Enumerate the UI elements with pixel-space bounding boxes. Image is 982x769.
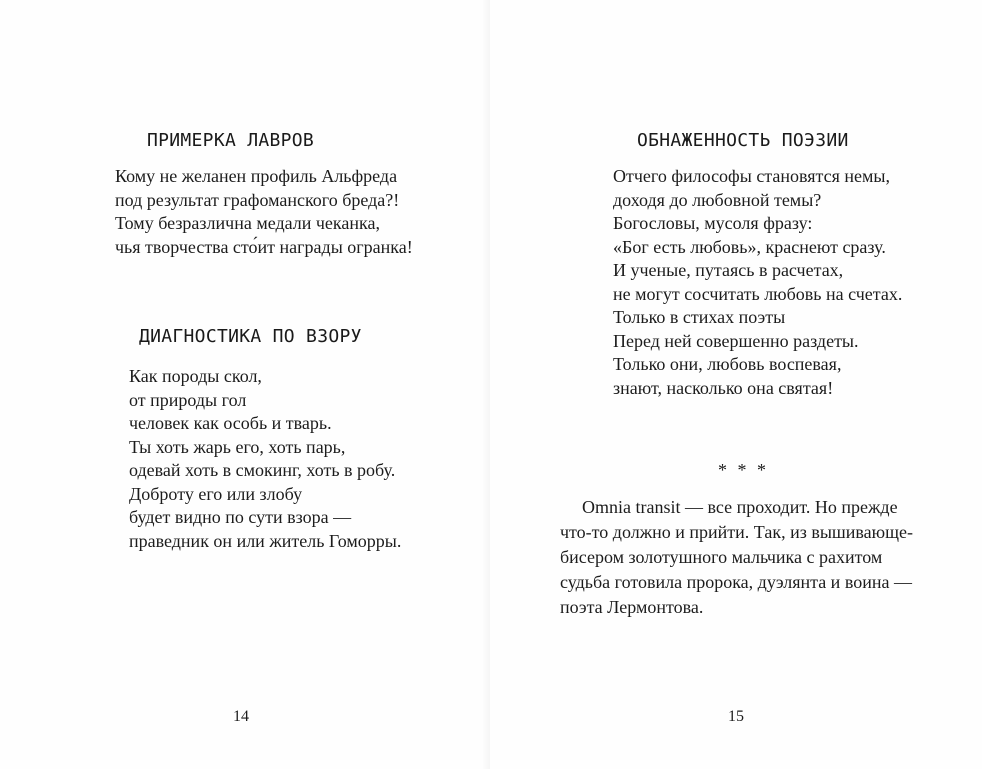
- prose-paragraph: [560, 495, 932, 620]
- poem-line: Как породы скол,: [129, 366, 262, 386]
- poem-line: одевай хоть в смокинг, хоть в робу.: [129, 460, 396, 480]
- poem-line: Отчего философы становятся немы,: [613, 166, 891, 186]
- poem-line: будет видно по сути взора —: [129, 507, 352, 527]
- poem-line: Ты хоть жарь его, хоть парь,: [129, 436, 346, 457]
- prose-line: что-то должно и прийти. Так, из вышивающе-: [560, 522, 913, 542]
- poem-line: Только они, любовь воспевая,: [613, 354, 842, 374]
- poem-line: Доброту его или злобу: [129, 483, 303, 504]
- poem-title-diagnostika-po-vzoru: ДИАГНОСТИКА ПО ВЗОРУ: [139, 326, 362, 347]
- poem-line: от природы гол: [129, 389, 247, 410]
- poem-line: Перед ней совершенно раздеты.: [613, 330, 859, 351]
- poem-line: знают, насколько она святая!: [613, 377, 834, 398]
- prose-line: судьба готовила пророка, дуэлянта и воина —: [560, 572, 912, 592]
- poem-line: не могут сосчитать любовь на счетах.: [613, 283, 903, 304]
- poem-line: праведник он или житель Гоморры.: [129, 530, 402, 551]
- page-number-left: 14: [233, 708, 249, 725]
- poem-obnazhennost-poezii: [613, 165, 902, 400]
- poem-line: под результат графоманского бреда?!: [115, 189, 400, 210]
- poem-line: И ученые, путаясь в расчетах,: [613, 260, 844, 280]
- poem-diagnostika-po-vzoru: [129, 365, 401, 553]
- poem-line: чья творчества сто́ит награды огранка!: [115, 236, 413, 257]
- right-page: [490, 0, 982, 769]
- section-separator: * * *: [718, 460, 769, 480]
- poem-line: Кому не желанен профиль Альфреда: [115, 166, 398, 186]
- poem-line: Тому безразлична медали чеканка,: [115, 213, 380, 233]
- page-number-right: 15: [728, 708, 744, 725]
- poem-line: «Бог есть любовь», краснеют сразу.: [613, 236, 886, 257]
- prose-line: бисером золотушного мальчика с рахитом: [560, 547, 883, 567]
- left-page: [0, 0, 490, 769]
- poem-line: доходя до любовной темы?: [613, 189, 822, 210]
- poem-line: Только в стихах поэты: [613, 307, 786, 327]
- prose-line: поэта Лермонтова.: [560, 597, 704, 617]
- poem-primerka-lavrov: [115, 165, 413, 259]
- poem-title-primerka-lavrov: ПРИМЕРКА ЛАВРОВ: [147, 130, 315, 151]
- poem-title-obnazhennost-poezii: ОБНАЖЕННОСТЬ ПОЭЗИИ: [637, 130, 849, 151]
- prose-line: Omnia transit — все проходит. Но прежде: [582, 497, 898, 517]
- poem-line: Богословы, мусоля фразу:: [613, 213, 813, 233]
- poem-line: человек как особь и тварь.: [129, 413, 332, 433]
